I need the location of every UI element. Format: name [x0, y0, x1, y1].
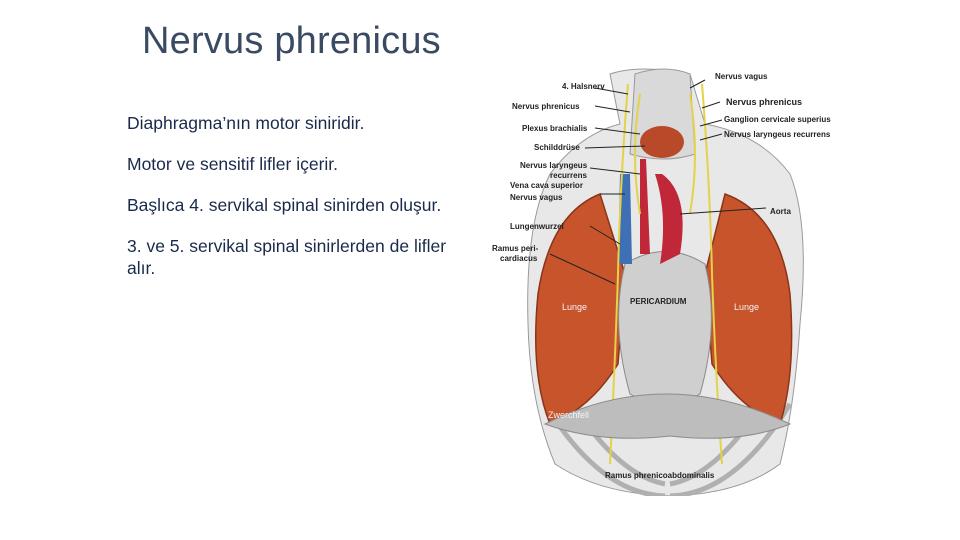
- label-lunge-left: Lunge: [562, 302, 588, 312]
- thyroid: [640, 126, 684, 158]
- label-nervus-vagus-left: Nervus vagus: [510, 193, 563, 202]
- label-aorta: Aorta: [770, 207, 791, 216]
- bullet-list: [127, 112, 467, 298]
- label-nervus-phrenicus-left: Nervus phrenicus: [512, 102, 580, 111]
- bullet-item: Başlıca 4. servikal spinal sinirden oluşur.: [127, 195, 442, 215]
- label-laryngeus-left-2: recurrens: [550, 171, 587, 180]
- label-laryngeus-left: Nervus laryngeus: [520, 161, 588, 170]
- anatomy-illustration: [490, 64, 850, 496]
- bullet-item: Motor ve sensitif lifler içerir.: [127, 154, 339, 174]
- label-nervus-phrenicus-right: Nervus phrenicus: [726, 97, 803, 107]
- label-plexus-brachialis: Plexus brachialis: [522, 124, 588, 133]
- bullet-item: Diaphragma’nın motor siniridir.: [127, 113, 365, 133]
- label-nervus-vagus-right: Nervus vagus: [715, 72, 768, 81]
- slide-title: Nervus phrenicus: [142, 20, 441, 62]
- label-ramus-phrenicoabdominalis: Ramus phrenicoabdominalis: [605, 471, 715, 480]
- label-pericardium: PERICARDIUM: [630, 297, 687, 306]
- pericardium: [619, 252, 712, 405]
- label-4-halsnerv: 4. Halsnerv: [562, 82, 605, 91]
- label-ramus-pericardiacus: Ramus peri-: [492, 244, 539, 253]
- label-ramus-pericardiacus-2: cardiacus: [500, 254, 538, 263]
- label-lungenwurzel: Lungenwurzel: [510, 222, 564, 231]
- label-laryngeus-right: Nervus laryngeus recurrens: [724, 130, 831, 139]
- bullet-item: 3. ve 5. servikal spinal sinirlerden de lifler alır.: [127, 236, 447, 278]
- label-schilddruse: Schilddrüse: [534, 143, 580, 152]
- label-zwerchfell: Zwerchfell: [548, 410, 590, 420]
- label-lunge-right: Lunge: [734, 302, 760, 312]
- label-vena-cava: Vena cava superior: [510, 181, 583, 190]
- label-ganglion: Ganglion cervicale superius: [724, 115, 831, 124]
